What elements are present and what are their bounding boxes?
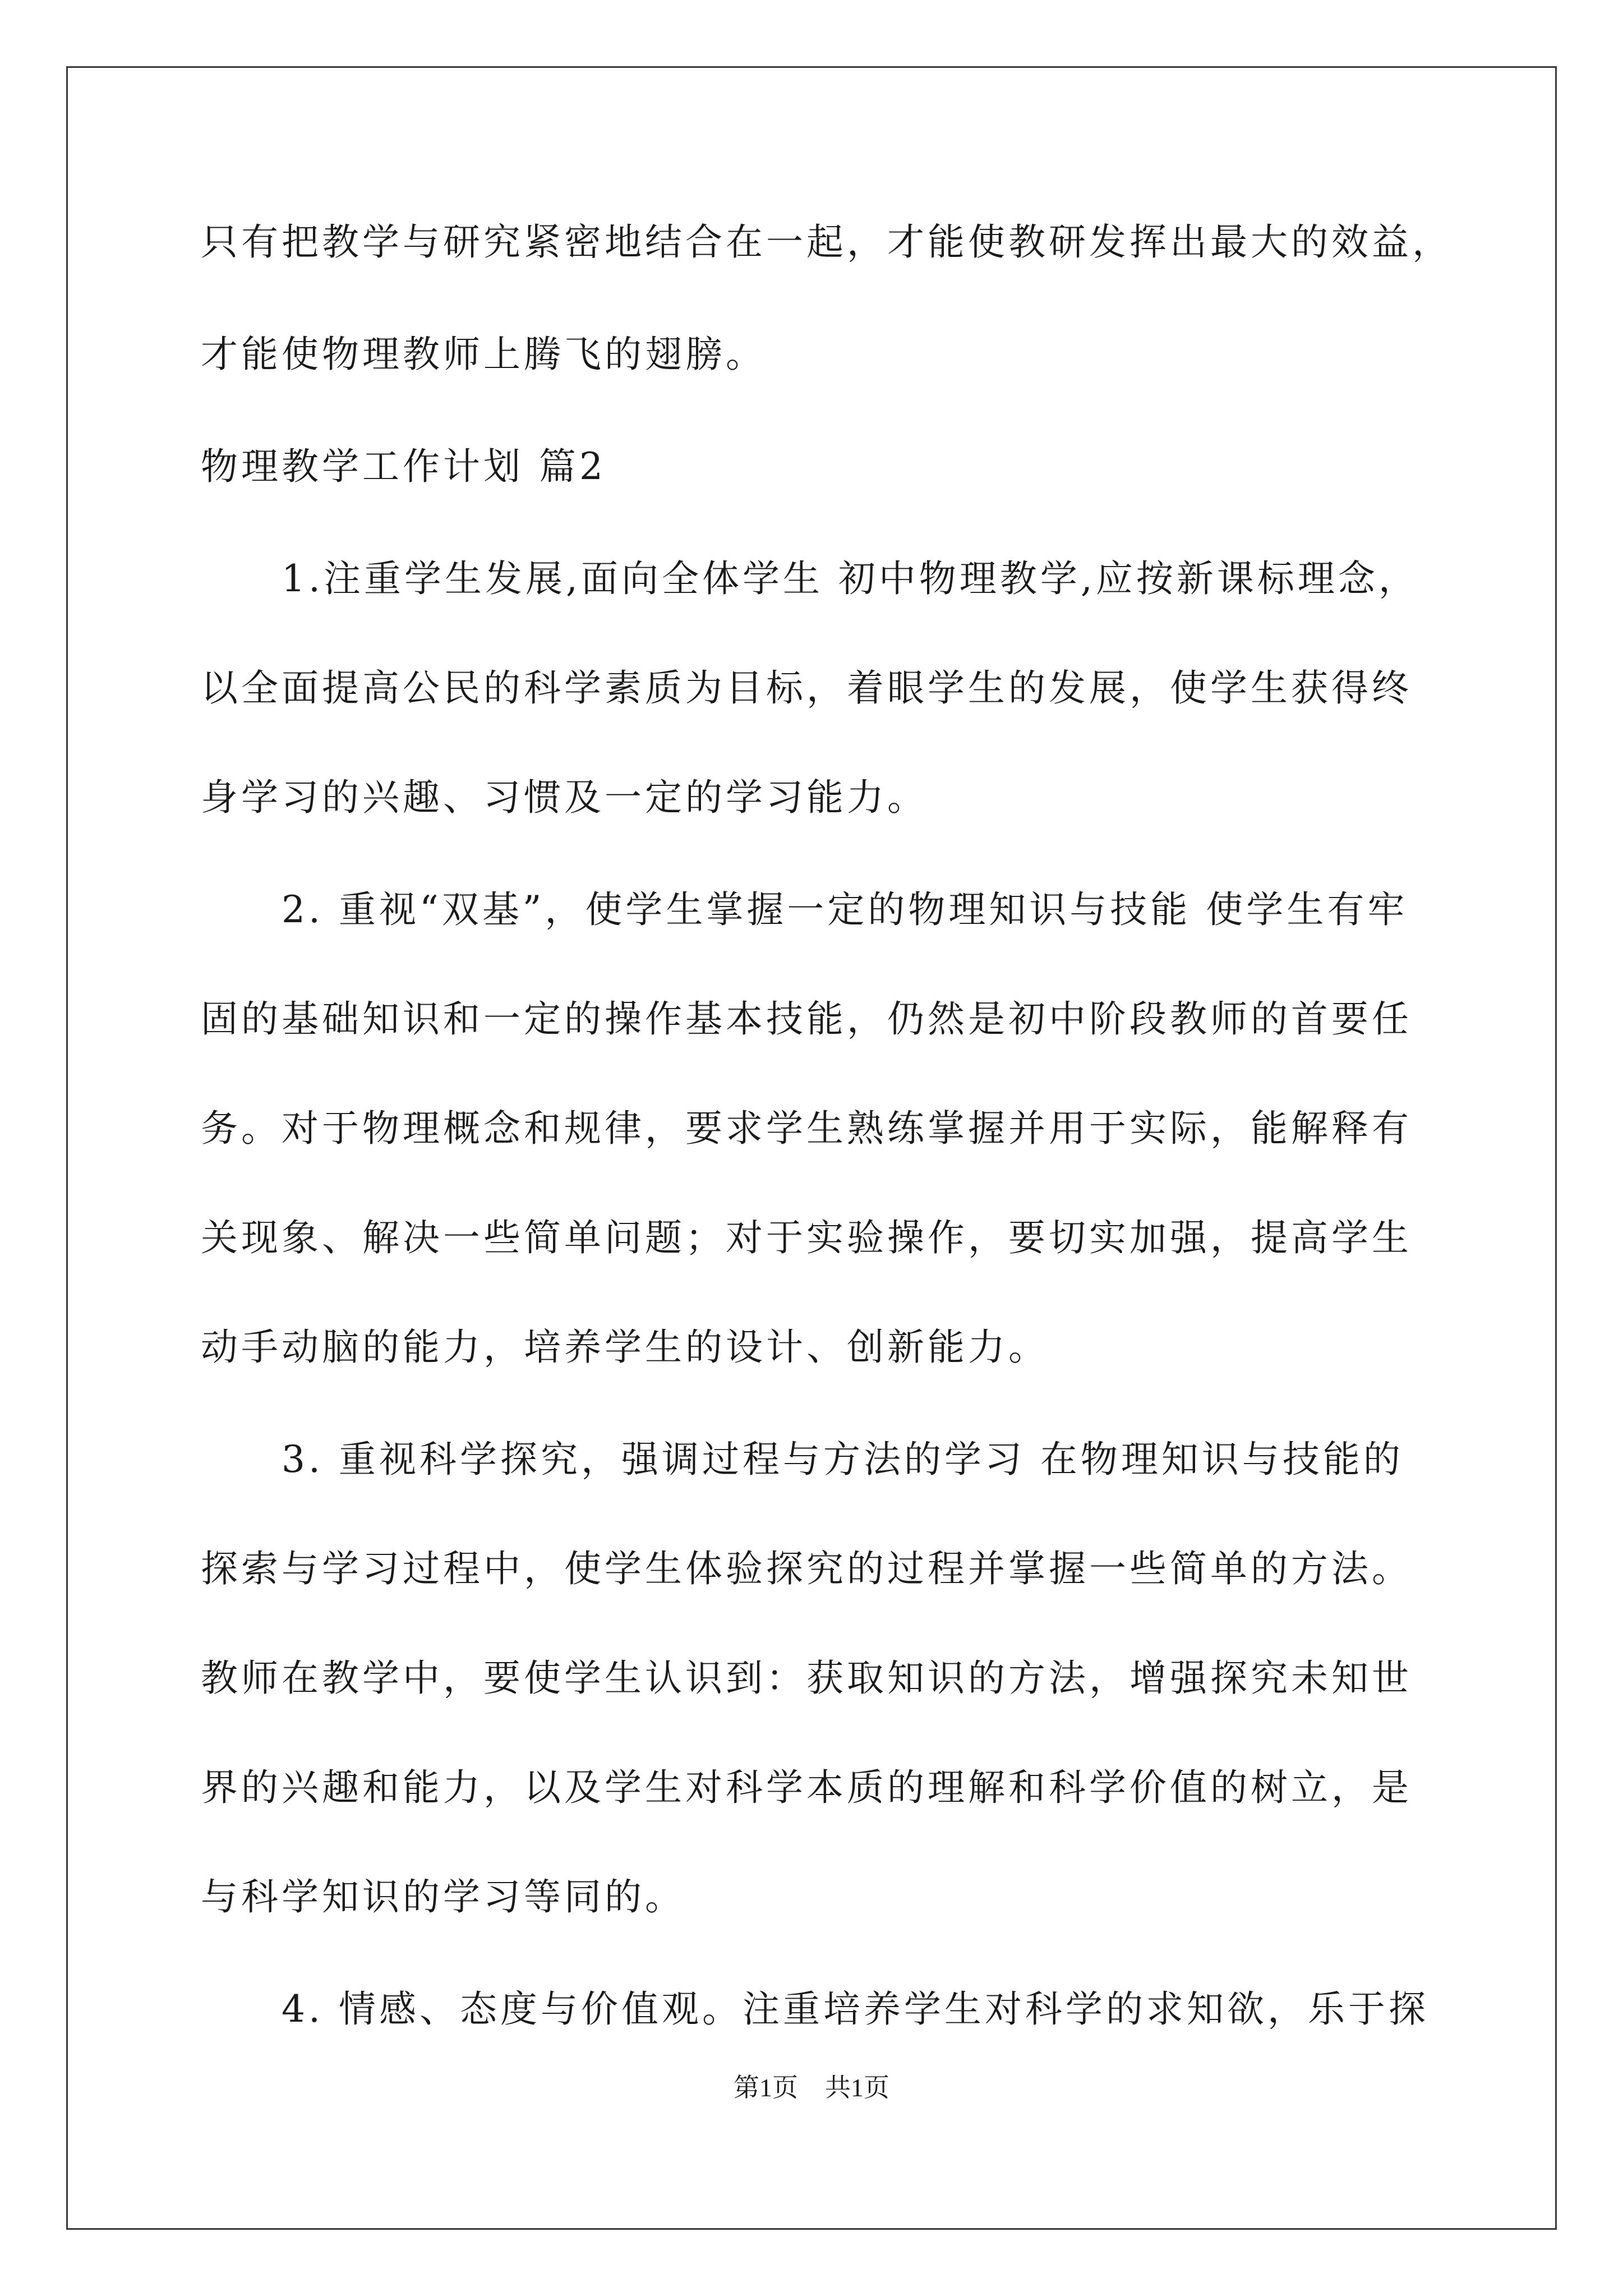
text-line: 固的基础知识和一定的操作基本技能，仍然是初中阶段教师的首要任 (201, 997, 1412, 1041)
text-line: 关现象、解决一些简单问题；对于实验操作，要切实加强，提高学生 (201, 1216, 1412, 1259)
text-line: 1.注重学生发展,面向全体学生 初中物理教学,应按新课标理念， (201, 557, 1419, 600)
text-line: 教师在教学中，要使学生认识到：获取知识的方法，增强探究未知世 (201, 1657, 1412, 1700)
text-line: 探索与学习过程中，使学生体验探究的过程并掌握一些简单的方法。 (201, 1547, 1412, 1590)
text-line: 才能使物理教师上腾飞的翅膀。 (201, 333, 766, 376)
text-line: 4. 情感、态度与价值观。注重培养学生对科学的求知欲，乐于探 (201, 1987, 1429, 2031)
text-line: 以全面提高公民的科学素质为目标，着眼学生的发展，使学生获得终 (201, 666, 1412, 710)
text-line: 只有把教学与研究紧密地结合在一起，才能使教研发挥出最大的效益， (201, 220, 1453, 264)
page-footer (0, 2072, 1623, 2104)
text-line: 与科学知识的学习等同的。 (201, 1875, 685, 1918)
section-heading: 物理教学工作计划 篇2 (201, 445, 606, 488)
text-line: 3. 重视科学探究，强调过程与方法的学习 在物理知识与技能的 (201, 1438, 1404, 1481)
text-line: 务。对于物理概念和规律，要求学生熟练掌握并用于实际，能解释有 (201, 1107, 1412, 1150)
page-total: 共1页 (825, 2073, 889, 2102)
text-line: 身学习的兴趣、习惯及一定的学习能力。 (201, 776, 928, 819)
text-line: 动手动脑的能力，培养学生的设计、创新能力。 (201, 1326, 1049, 1369)
text-line: 2. 重视“双基”，使学生掌握一定的物理知识与技能 使学生有牢 (201, 888, 1408, 931)
text-line: 界的兴趣和能力，以及学生对科学本质的理解和科学价值的树立，是 (201, 1766, 1412, 1809)
page-number: 第1页 (734, 2073, 798, 2102)
